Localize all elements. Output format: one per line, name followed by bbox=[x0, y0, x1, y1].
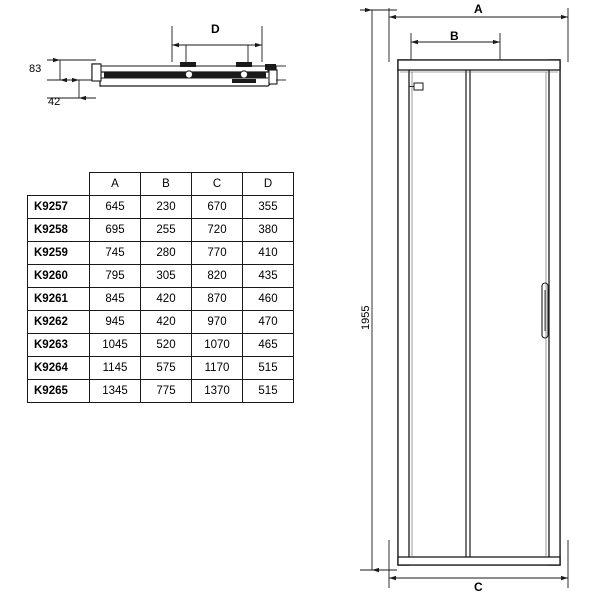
table-cell-c: 670 bbox=[192, 196, 243, 219]
dim-label-42: 42 bbox=[48, 96, 61, 108]
table-row-code: K9265 bbox=[28, 380, 90, 403]
table-cell-c: 870 bbox=[192, 288, 243, 311]
table-cell-b: 255 bbox=[141, 219, 192, 242]
table-col-header-a: A bbox=[90, 173, 141, 196]
table-cell-d: 470 bbox=[243, 311, 294, 334]
table-cell-c: 1170 bbox=[192, 357, 243, 380]
table-row bbox=[28, 357, 294, 380]
table-row bbox=[28, 288, 294, 311]
table-col-header-d: D bbox=[243, 173, 294, 196]
table-row bbox=[28, 380, 294, 403]
table-row bbox=[28, 196, 294, 219]
table-cell-b: 230 bbox=[141, 196, 192, 219]
table-cell-a: 1345 bbox=[90, 380, 141, 403]
table-cell-b: 280 bbox=[141, 242, 192, 265]
table-cell-d: 380 bbox=[243, 219, 294, 242]
table-col-header-c: C bbox=[192, 173, 243, 196]
table-cell-a: 695 bbox=[90, 219, 141, 242]
table-cell-d: 465 bbox=[243, 334, 294, 357]
table-cell-b: 420 bbox=[141, 311, 192, 334]
dim-label-height-1955: 1955 bbox=[360, 305, 372, 330]
table-cell-d: 460 bbox=[243, 288, 294, 311]
table-row-code: K9260 bbox=[28, 265, 90, 288]
dimensions-table bbox=[27, 172, 294, 403]
table-cell-d: 355 bbox=[243, 196, 294, 219]
table-row-code: K9262 bbox=[28, 311, 90, 334]
table-row-code: K9263 bbox=[28, 334, 90, 357]
table-cell-a: 745 bbox=[90, 242, 141, 265]
table-cell-a: 795 bbox=[90, 265, 141, 288]
table-row bbox=[28, 311, 294, 334]
side-section-view bbox=[47, 26, 286, 98]
table-corner-cell bbox=[28, 173, 90, 196]
table-cell-b: 575 bbox=[141, 357, 192, 380]
dim-label-A: A bbox=[474, 2, 483, 16]
table-cell-c: 720 bbox=[192, 219, 243, 242]
table-row-code: K9258 bbox=[28, 219, 90, 242]
table-body bbox=[28, 196, 294, 403]
table-cell-a: 845 bbox=[90, 288, 141, 311]
table-cell-d: 410 bbox=[243, 242, 294, 265]
table-row-code: K9261 bbox=[28, 288, 90, 311]
table-row bbox=[28, 219, 294, 242]
dim-label-B: B bbox=[450, 29, 459, 43]
table-row bbox=[28, 265, 294, 288]
dim-label-D: D bbox=[211, 22, 220, 36]
table-cell-b: 420 bbox=[141, 288, 192, 311]
table-cell-a: 945 bbox=[90, 311, 141, 334]
table-cell-a: 1045 bbox=[90, 334, 141, 357]
table-cell-d: 435 bbox=[243, 265, 294, 288]
table-col-header-b: B bbox=[141, 173, 192, 196]
table-cell-a: 1145 bbox=[90, 357, 141, 380]
table-row-code: K9264 bbox=[28, 357, 90, 380]
table-cell-c: 820 bbox=[192, 265, 243, 288]
table-row bbox=[28, 334, 294, 357]
table-cell-c: 970 bbox=[192, 311, 243, 334]
front-elevation-view bbox=[360, 8, 568, 588]
table-cell-c: 770 bbox=[192, 242, 243, 265]
table-row-code: K9259 bbox=[28, 242, 90, 265]
table-cell-a: 645 bbox=[90, 196, 141, 219]
table-cell-b: 520 bbox=[141, 334, 192, 357]
table-row-code: K9257 bbox=[28, 196, 90, 219]
table-cell-c: 1070 bbox=[192, 334, 243, 357]
table-cell-c: 1370 bbox=[192, 380, 243, 403]
table-cell-d: 515 bbox=[243, 357, 294, 380]
dim-label-83: 83 bbox=[29, 63, 42, 75]
table-header-row bbox=[28, 173, 294, 196]
table-cell-d: 515 bbox=[243, 380, 294, 403]
table-cell-b: 305 bbox=[141, 265, 192, 288]
table-cell-b: 775 bbox=[141, 380, 192, 403]
dim-label-C: C bbox=[474, 580, 483, 594]
table-row bbox=[28, 242, 294, 265]
